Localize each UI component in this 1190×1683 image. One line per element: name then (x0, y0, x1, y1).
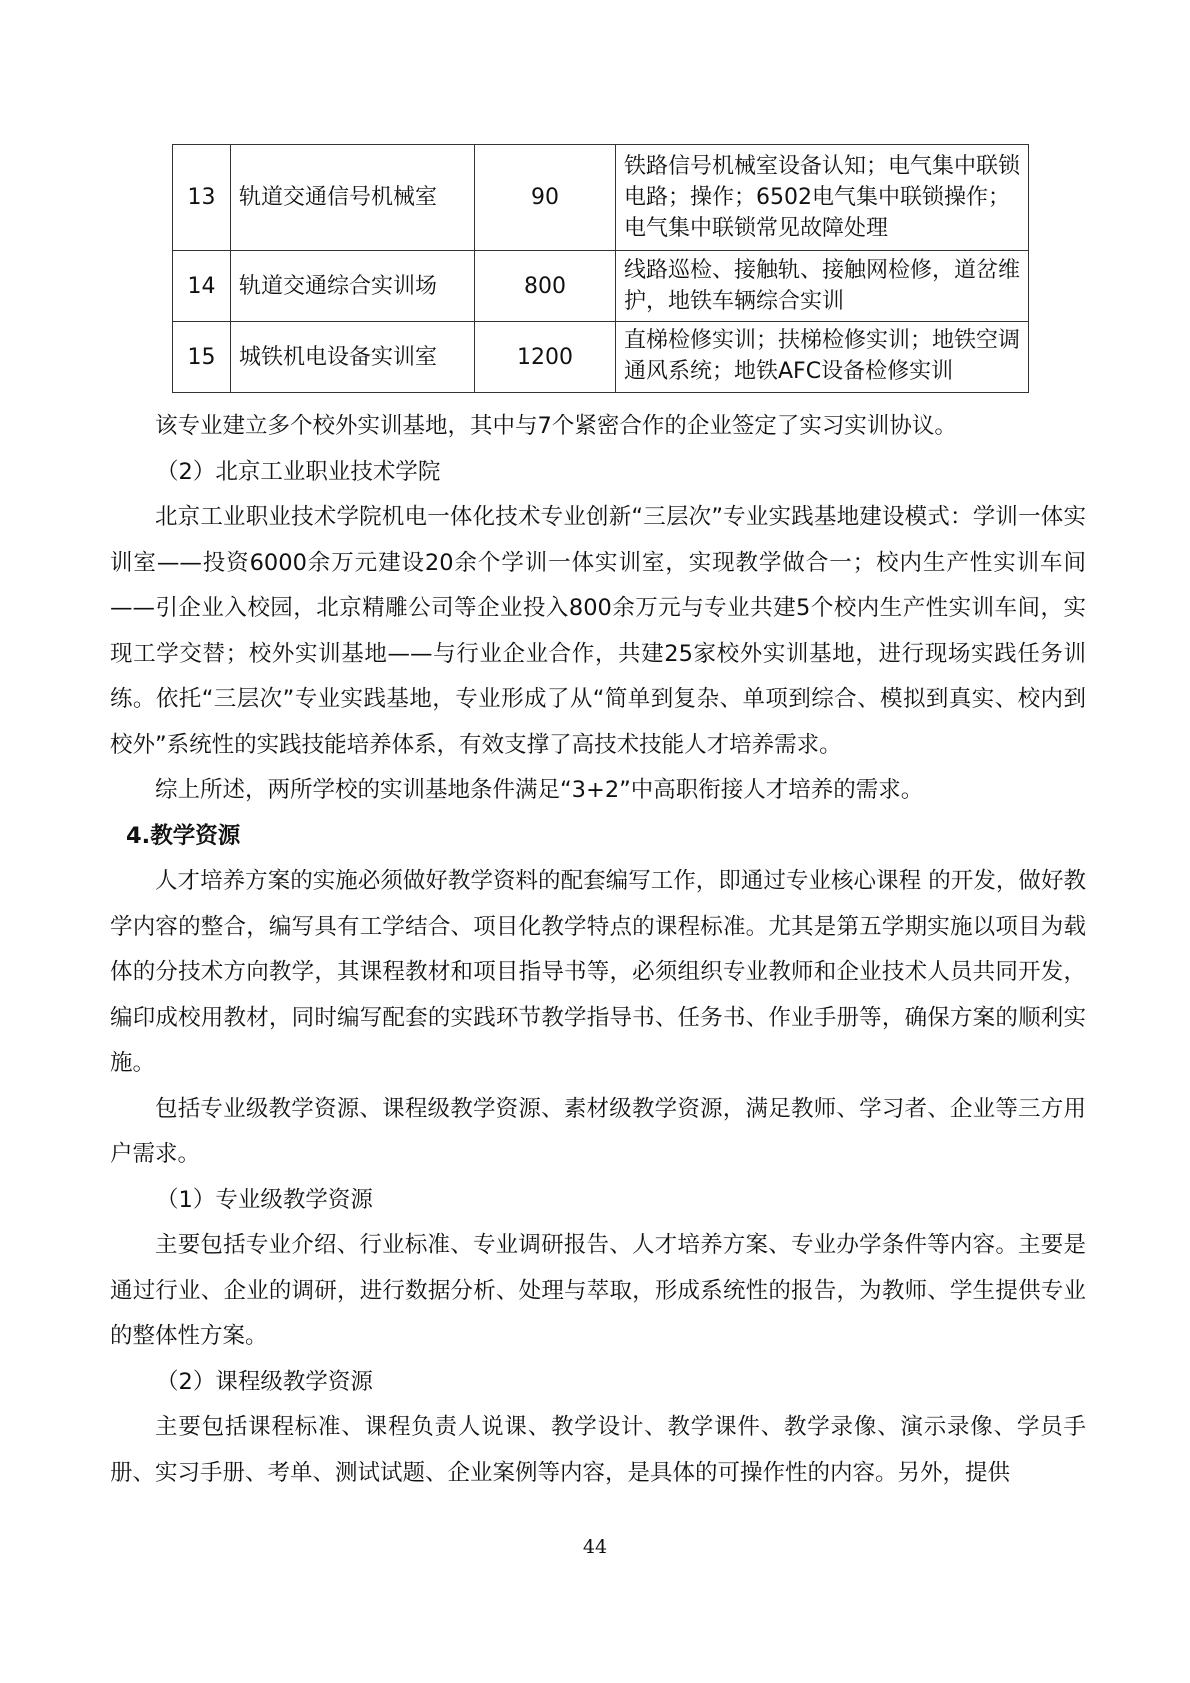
body-text (110, 404, 1086, 1496)
subheading: （2）课程级教学资源 (156, 1368, 373, 1395)
row-number: 14 (173, 251, 231, 322)
room-name: 城铁机电设备实训室 (231, 322, 475, 393)
section-heading: 4.教学资源 (126, 822, 241, 849)
paragraph: 该专业建立多个校外实训基地，其中与7个紧密合作的企业签定了实习实训协议。 (155, 413, 957, 439)
row-number: 13 (173, 145, 231, 251)
row-number: 15 (173, 322, 231, 393)
table-row (173, 145, 1029, 251)
paragraph: 主要包括课程标准、课程负责人说课、教学设计、教学课件、教学录像、演示录像、学员手册、实习手册、考单、测试试题、企业案例等内容，是具体的可操作性的内容。另外，提供 (110, 1414, 1086, 1486)
training-content: 直梯检修实训；扶梯检修实训；地铁空调通风系统；地铁AFC设备检修实训 (624, 328, 1021, 384)
training-content-cell (616, 322, 1029, 393)
page-number: 44 (582, 1536, 608, 1558)
subheading: （1）专业级教学资源 (156, 1186, 373, 1213)
room-area: 800 (475, 251, 616, 322)
paragraph: 北京工业职业技术学院机电一体化技术专业创新“三层次”专业实践基地建设模式：学训一体实训室——投资6000余万元建设20余个学训一体实训室，实现教学做合一；校内生产性实训车间——引企业入校园，北京精雕公司等企业投入800余万元与专业共建5个校内生产性实训车间，实现工学交替；校外实训基地——与行业企业合作，共建25家校外实训基地，进行现场实践任务训练。依托“三层次”专业实践基地，专业形成了从“简单到复杂、单项到综合、模拟到真实、校内到校外”系统性的实践技能培养体系，有效支撑了高技术技能人才培养需求。 (110, 504, 1086, 758)
training-content: 铁路信号机械室设备认知；电气集中联锁电路；操作；6502电气集中联锁操作；电气集中联锁常见故障处理 (616, 145, 1029, 251)
room-name: 轨道交通信号机械室 (231, 145, 475, 251)
subheading: （2）北京工业职业技术学院 (156, 458, 441, 485)
room-area: 1200 (475, 322, 616, 393)
table-row (173, 251, 1029, 322)
paragraph: 主要包括专业介绍、行业标准、专业调研报告、人才培养方案、专业办学条件等内容。主要是通过行业、企业的调研，进行数据分析、处理与萃取，形成系统性的报告，为教师、学生提供专业的整体性方案。 (110, 1232, 1086, 1349)
training-rooms-table (172, 144, 1029, 393)
training-content: 线路巡检、接触轨、接触网检修，道岔维护，地铁车辆综合实训 (616, 251, 1029, 322)
room-area: 90 (475, 145, 616, 251)
paragraph: 人才培养方案的实施必须做好教学资料的配套编写工作，即通过专业核心课程 的开发，做好教学内容的整合，编写具有工学结合、项目化教学特点的课程标准。尤其是第五学期实施以项目为载体的分技术方向教学，其课程教材和项目指导书等，必须组织专业教师和企业技术人员共同开发，编印成校用教材，同时编写配套的实践环节教学指导书、任务书、作业手册等，确保方案的顺利实施。 (110, 868, 1086, 1076)
paragraph: 综上所述，两所学校的实训基地条件满足“3+2”中高职衔接人才培养的需求。 (155, 777, 924, 803)
paragraph: 包括专业级教学资源、课程级教学资源、素材级教学资源，满足教师、学习者、企业等三方用户需求。 (110, 1095, 1086, 1167)
room-name: 轨道交通综合实训场 (231, 251, 475, 322)
table-row (173, 322, 1029, 393)
